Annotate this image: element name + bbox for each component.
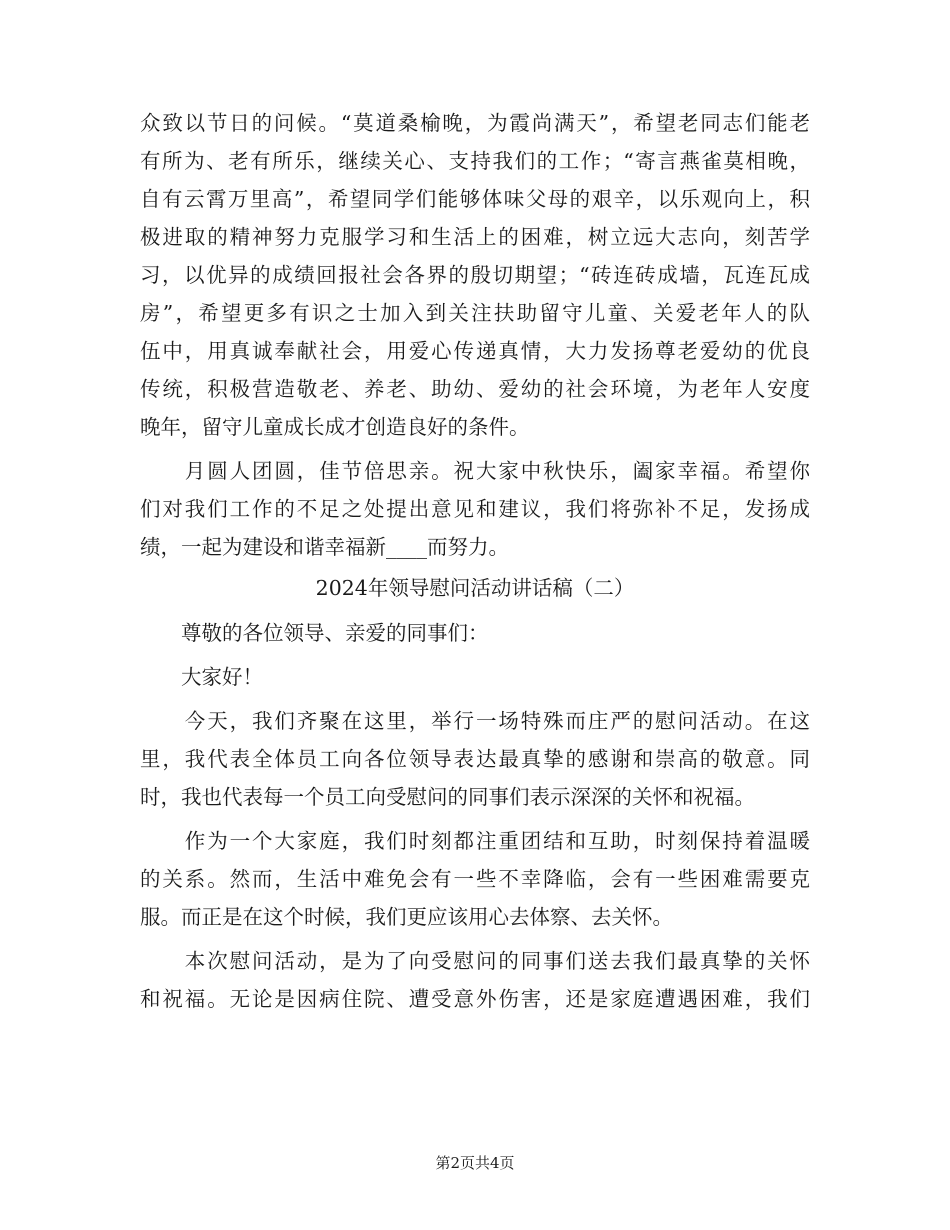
body-text-line: 传统，积极营造敬老、养老、助幼、爱幼的社会环境，为老年人安度 (140, 377, 810, 401)
body-text-line: 伍中，用真诚奉献社会，用爱心传递真情，大力发扬尊老爱幼的优良 (140, 339, 810, 363)
body-text-line: 极进取的精神努力克服学习和生活上的困难，树立远大志向，刻苦学 (140, 225, 810, 249)
body-text-line: 房”，希望更多有识之士加入到关注扶助留守儿童、关爱老年人的队 (140, 301, 810, 325)
body-text-line: 晚年，留守儿童成长成才创造良好的条件。 (140, 415, 530, 439)
greeting: 大家好！ (140, 665, 263, 689)
body-text-line: 的关系。然而，生活中难免会有一些不幸降临，会有一些困难需要克 (140, 867, 810, 891)
body-text-line: 众致以节日的问候。“莫道桑榆晚，为霞尚满天”，希望老同志们能老 (140, 111, 810, 135)
body-text-line: 今天，我们齐聚在这里，举行一场特殊而庄严的慰问活动。在这 (140, 709, 810, 733)
body-text-line: 本次慰问活动，是为了向受慰问的同事们送去我们最真挚的关怀 (140, 949, 810, 973)
body-text-line: 绩，一起为建设和谐幸福新____而努力。 (140, 535, 509, 559)
body-text-line: 作为一个大家庭，我们时刻都注重团结和互助，时刻保持着温暖 (140, 829, 810, 853)
salutation: 尊敬的各位领导、亲爱的同事们： (140, 621, 489, 645)
section-title: 2024年领导慰问活动讲话稿（二） (315, 576, 635, 600)
body-text-line: 习，以优异的成绩回报社会各界的殷切期望；“砖连砖成墙，瓦连瓦成 (140, 263, 810, 287)
body-text-line: 里，我代表全体员工向各位领导表达最真挚的感谢和崇高的敬意。同 (140, 747, 810, 771)
page-number-footer: 第2页共4页 (435, 1154, 515, 1172)
body-text-line: 有所为、老有所乐，继续关心、支持我们的工作；“寄言燕雀莫相晚， (140, 149, 810, 173)
body-text-line: 服。而正是在这个时候，我们更应该用心去体察、去关怀。 (140, 905, 673, 929)
body-text-line: 月圆人团圆，佳节倍思亲。祝大家中秋快乐，阖家幸福。希望你 (140, 459, 810, 483)
body-text-line: 自有云霄万里高”，希望同学们能够体味父母的艰辛，以乐观向上，积 (140, 187, 810, 211)
body-text-line: 时，我也代表每一个员工向受慰问的同事们表示深深的关怀和祝福。 (140, 785, 755, 809)
body-text-line: 和祝福。无论是因病住院、遭受意外伤害，还是家庭遭遇困难，我们 (140, 987, 810, 1011)
body-text-line: 们对我们工作的不足之处提出意见和建议，我们将弥补不足，发扬成 (140, 497, 810, 521)
